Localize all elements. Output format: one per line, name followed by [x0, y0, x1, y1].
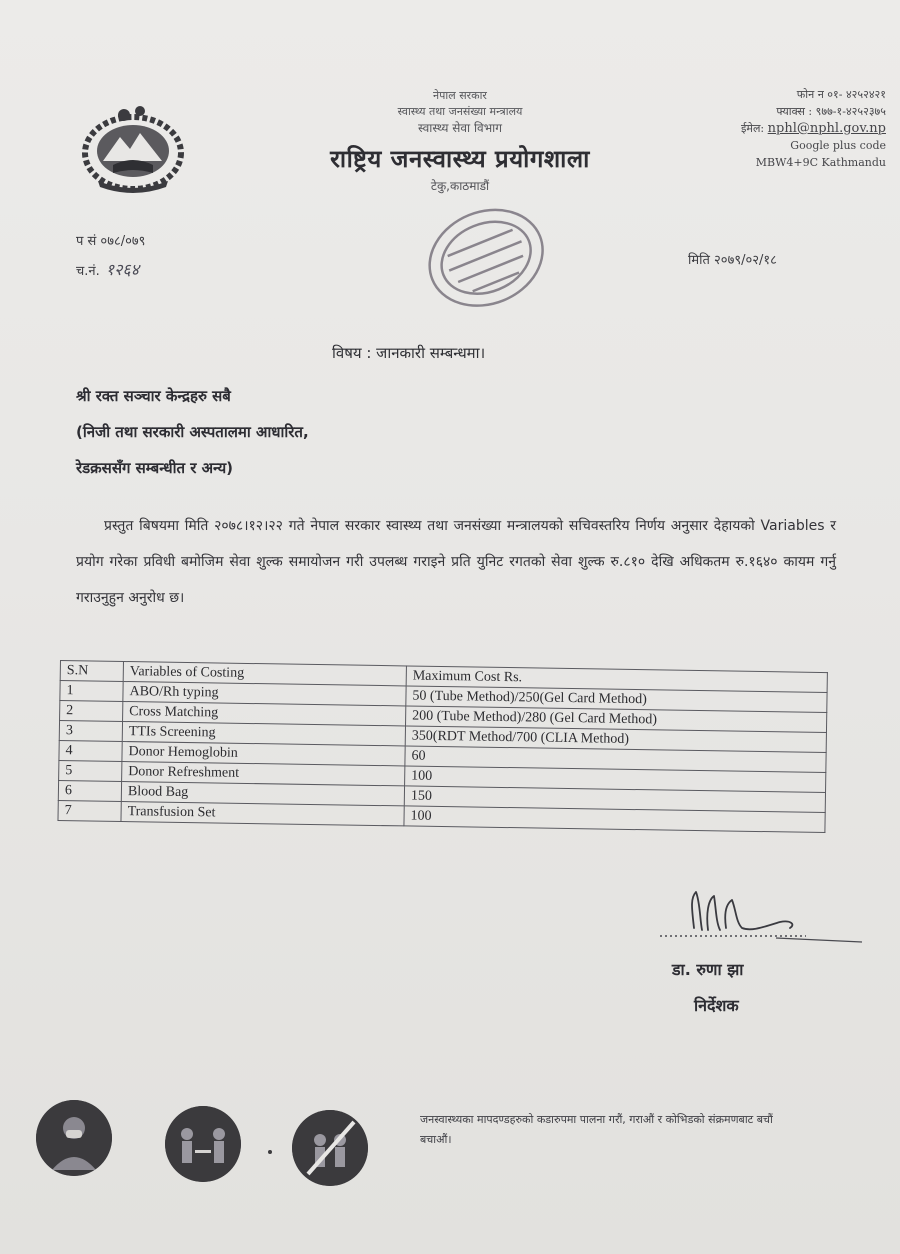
letter-body: प्रस्तुत बिषयमा मिति २०७८।१२।२२ गते नेपाल सरकार स्वास्थ्य तथा जनसंख्या मन्त्रालयको सचिवस्तरिय निर्णय अनुसार देहायको Variables र प्रयोग गरेका प्रविधी बमोजिम सेवा शुल्क समायोजन गरी उपलब्ध गराइने प्रति युनिट रगतको सेवा शुल्क रु.८१० देखि अधिकतम रु.१६४० कायम गर्नु गराउनुहुन अनुरोध छ।	[76, 518, 836, 606]
addressee-block	[76, 378, 309, 486]
table-cell: 200 (Tube Method)/280 (Gel Card Method)	[406, 706, 827, 733]
org-title: राष्ट्रिय जनस्वास्थ्य प्रयोगशाला	[330, 145, 590, 173]
mask-person-icon	[36, 1100, 112, 1176]
gov-line-country: नेपाल सरकार	[433, 89, 487, 102]
letterhead	[280, 88, 640, 194]
signatory-name: डा. रुणा झा	[672, 960, 744, 979]
letter-date: मिति २०७९/०२/१८	[688, 253, 777, 268]
addressee-line: श्री रक्त सञ्चार केन्द्रहरु सबै	[76, 387, 231, 405]
contact-google-plus: Google plus code	[790, 139, 886, 152]
reference-pa-san: प सं ०७८/०७९	[76, 234, 146, 249]
table-cell: 60	[405, 746, 826, 773]
table-cell: Donor Refreshment	[122, 761, 405, 785]
distancing-people-icon	[165, 1106, 241, 1182]
office-stamp-icon	[410, 190, 560, 320]
contact-fax: फ्याक्स : ९७७-१-४२५२३७५	[776, 105, 886, 118]
contact-phone: फोन न ०१- ४२५२४२१	[796, 88, 886, 101]
table-cell: 3	[59, 721, 122, 742]
covid-awareness-icons	[30, 1100, 390, 1220]
table-cell: Transfusion Set	[121, 801, 404, 825]
letter-subject: विषय : जानकारी सम्बन्धमा।	[332, 344, 486, 362]
table-cell: 6	[58, 780, 121, 801]
reference-cha-na-row	[76, 256, 145, 286]
footer-icon-caption	[30, 1180, 120, 1190]
table-header-cell: Maximum Cost Rs.	[406, 666, 827, 693]
table-cell: 100	[405, 766, 826, 793]
contact-email-row	[646, 120, 886, 137]
table-cell: 2	[60, 701, 123, 722]
table-cell: 150	[404, 786, 825, 813]
cost-table	[57, 660, 827, 833]
table-cell: 1	[60, 681, 123, 702]
table-cell: 350(RDT Method/700 (CLIA Method)	[405, 726, 826, 753]
table-cell: 5	[59, 760, 122, 781]
signatory-title: निर्देशक	[694, 996, 739, 1015]
addressee-line: (निजी तथा सरकारी अस्पतालमा आधारित,	[76, 423, 309, 441]
reference-cha-na-value: १२६४	[105, 260, 140, 279]
table-header-cell: S.N	[60, 661, 123, 682]
contact-block	[646, 86, 886, 171]
table-cell: 50 (Tube Method)/250(Gel Card Method)	[406, 686, 827, 713]
contact-email: nphl@nphl.gov.np	[767, 121, 886, 136]
nepal-emblem-icon	[78, 95, 188, 195]
table-cell: 100	[404, 806, 825, 833]
org-place: टेकु,काठमाडौं	[430, 179, 490, 193]
table-cell: 4	[59, 740, 122, 761]
contact-email-label: ईमेल:	[740, 122, 765, 135]
table-cell: 7	[58, 800, 121, 821]
table-cell: Donor Hemoglobin	[122, 741, 405, 765]
table-cell: TTIs Screening	[122, 721, 405, 745]
addressee-line: रेडक्रससँग सम्बन्धीत र अन्य)	[76, 459, 234, 477]
table-cell: Cross Matching	[123, 701, 406, 725]
footer-awareness-text: जनस्वास्थ्यका मापदण्डहरुको कडारुपमा पालना गरौं, गराऔं र कोभिडको संक्रमणबाट बचौं बचाऔं।	[420, 1113, 773, 1146]
reference-block	[76, 228, 145, 286]
gov-line-department: स्वास्थ्य सेवा विभाग	[417, 121, 503, 135]
table-cell: ABO/Rh typing	[123, 681, 406, 705]
no-crowd-icon	[292, 1110, 368, 1186]
separator-dot	[268, 1150, 272, 1154]
reference-cha-na-label: च.नं.	[76, 264, 100, 279]
signature-icon	[656, 880, 866, 950]
contact-plus-code: MBW4+9C Kathmandu	[755, 156, 886, 169]
table-cell: Blood Bag	[121, 781, 404, 805]
table-header-cell: Variables of Costing	[123, 661, 406, 685]
gov-line-ministry: स्वास्थ्य तथा जनसंख्या मन्त्रालय	[397, 105, 523, 118]
